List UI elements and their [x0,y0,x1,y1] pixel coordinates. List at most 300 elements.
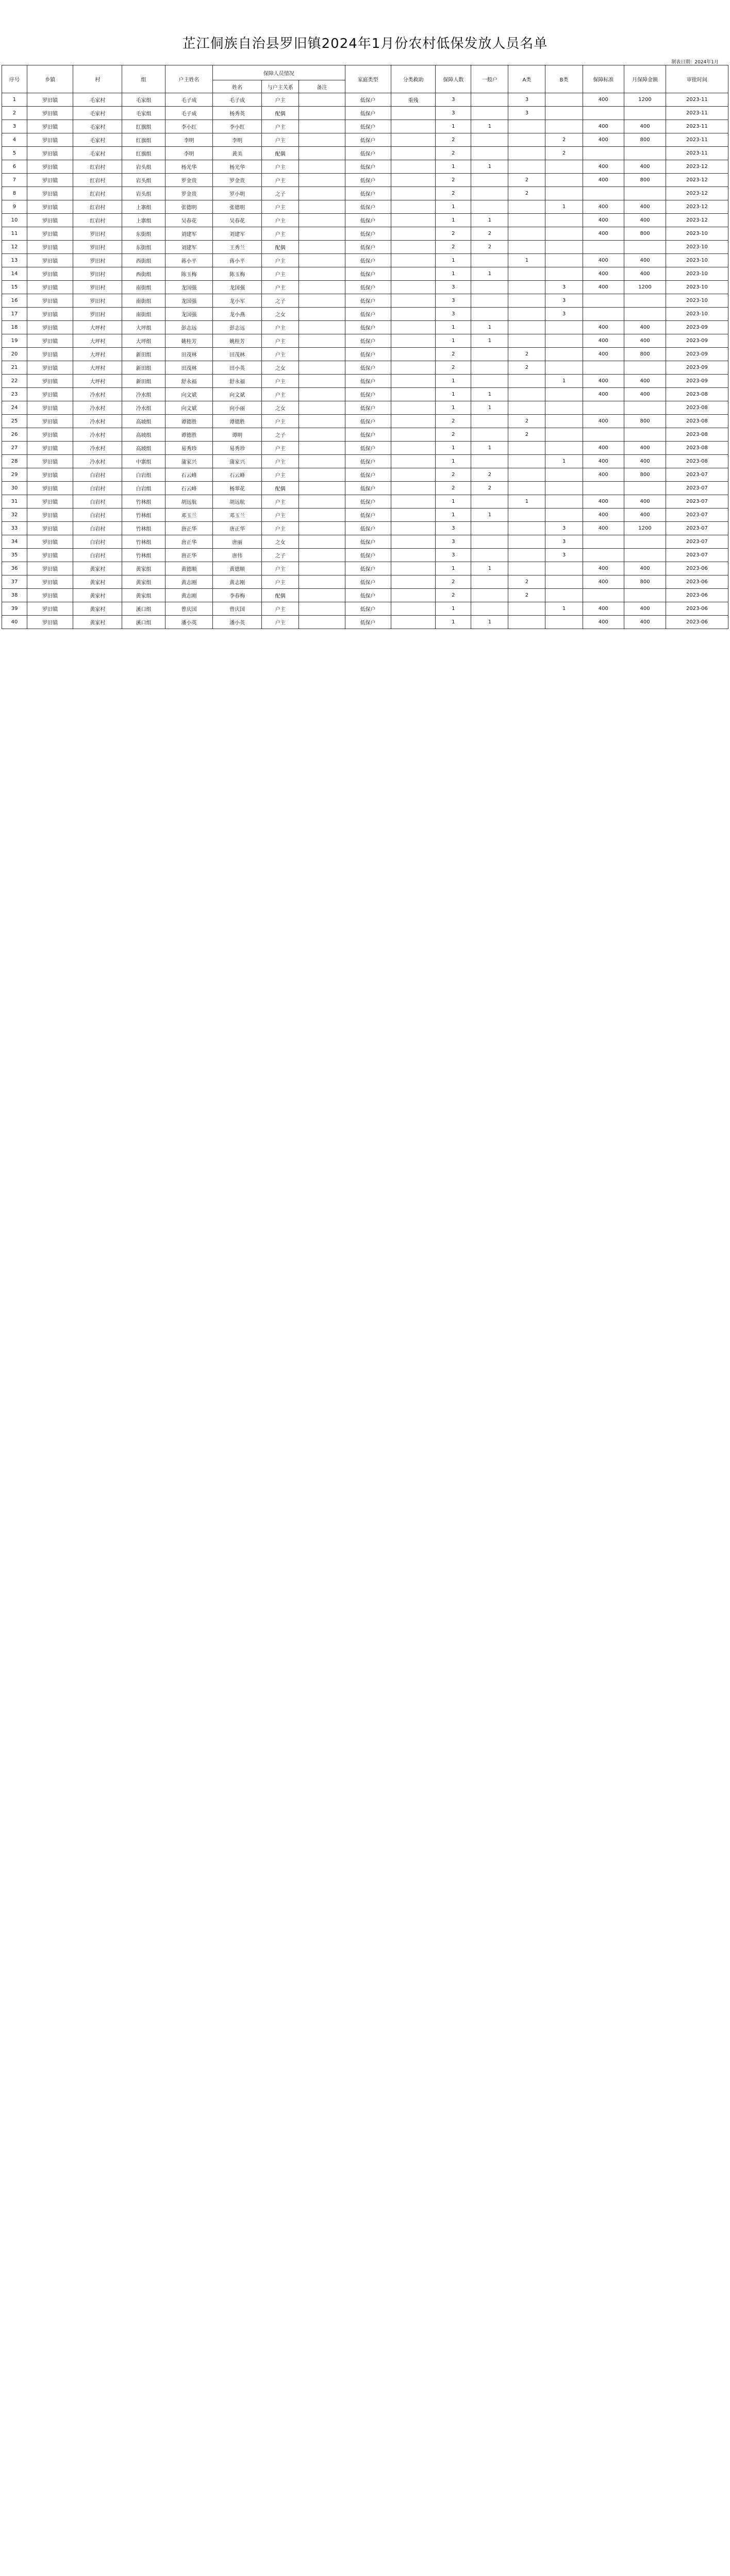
table-cell: 2023-11 [666,107,728,120]
table-cell [545,107,583,120]
table-cell: 1 [471,321,508,334]
table-cell: 户主 [262,575,299,589]
table-cell: 罗旧村 [73,308,122,321]
table-cell: 吴春花 [213,214,262,227]
table-cell: 11 [2,227,27,241]
table-cell [391,361,435,375]
table-cell: 低保户 [345,93,391,107]
table-cell: 3 [436,281,471,294]
col-name: 姓名 [213,80,262,93]
document-page [0,0,730,629]
table-cell: 400 [624,375,666,388]
col-b: B类 [545,65,583,93]
table-cell [299,549,345,562]
table-cell: 红岩村 [73,187,122,200]
table-cell: 罗旧镇 [27,535,73,549]
table-cell [299,147,345,160]
table-cell: 红旗组 [122,120,165,133]
table-cell [545,575,583,589]
table-cell: 1 [436,509,471,522]
table-cell: 400 [583,455,624,468]
table-cell [545,348,583,361]
table-row [2,428,728,442]
table-cell: 户主 [262,442,299,455]
table-cell: 谭明 [213,428,262,442]
table-cell: 1 [471,267,508,281]
table-cell: 1 [436,616,471,629]
table-cell: 2023-12 [666,214,728,227]
table-cell: 1 [2,93,27,107]
col-note: 备注 [299,80,345,93]
table-cell: 800 [624,468,666,482]
table-cell [545,509,583,522]
table-cell [545,442,583,455]
table-header [2,65,728,93]
table-cell: 2023-09 [666,361,728,375]
table-cell: 25 [2,415,27,428]
table-cell: 罗小明 [213,187,262,200]
table-cell: 唐正华 [165,522,212,535]
table-cell: 低保户 [345,535,391,549]
table-cell: 3 [436,294,471,308]
table-cell: 之子 [262,294,299,308]
table-cell: 低保户 [345,227,391,241]
table-cell: 中寨组 [122,455,165,468]
table-cell: 罗旧村 [73,267,122,281]
table-cell [583,147,624,160]
table-cell [545,267,583,281]
table-row [2,281,728,294]
table-cell [299,388,345,401]
table-cell: 1 [471,442,508,455]
table-row [2,120,728,133]
table-cell: 2023-08 [666,455,728,468]
table-cell: 400 [583,375,624,388]
table-cell: 彭志远 [165,321,212,334]
table-cell: 罗旧镇 [27,509,73,522]
table-cell: 8 [2,187,27,200]
table-cell: 户主 [262,267,299,281]
table-cell [299,482,345,495]
table-cell: 红岩村 [73,200,122,214]
table-cell: 毛家村 [73,93,122,107]
table-cell: 2 [471,241,508,254]
table-cell [391,174,435,187]
table-cell: 2023-09 [666,321,728,334]
table-cell [471,254,508,267]
table-cell: 2023-06 [666,616,728,629]
table-cell: 冷水村 [73,455,122,468]
table-cell [391,227,435,241]
table-cell: 3 [436,93,471,107]
col-count: 保障人数 [436,65,471,93]
table-cell: 户主 [262,334,299,348]
table-cell: 3 [545,294,583,308]
table-cell [471,348,508,361]
table-cell [299,308,345,321]
table-cell: 3 [508,107,545,120]
table-cell: 400 [624,254,666,267]
table-cell [508,308,545,321]
table-cell: 3 [436,535,471,549]
table-row [2,522,728,535]
table-cell [391,549,435,562]
table-cell: 2023-08 [666,388,728,401]
table-cell: 低保户 [345,589,391,602]
table-cell: 溪口组 [122,616,165,629]
table-cell [508,227,545,241]
table-cell: 低保户 [345,468,391,482]
table-row [2,442,728,455]
table-cell: 16 [2,294,27,308]
table-cell: 低保户 [345,401,391,415]
table-cell: 张德明 [165,200,212,214]
table-cell: 大坪组 [122,321,165,334]
table-cell: 舒永福 [213,375,262,388]
table-cell: 32 [2,509,27,522]
table-cell [624,107,666,120]
table-cell [508,616,545,629]
table-cell [545,495,583,509]
table-cell [471,602,508,616]
table-cell: 低保户 [345,549,391,562]
table-cell [624,428,666,442]
table-cell: 2023-10 [666,308,728,321]
table-row [2,241,728,254]
table-cell: 2023-07 [666,535,728,549]
table-cell: 2 [436,361,471,375]
table-cell [299,401,345,415]
table-cell: 1 [471,562,508,575]
table-row [2,589,728,602]
table-cell: 竹林组 [122,495,165,509]
table-cell: 户主 [262,254,299,267]
table-cell [471,522,508,535]
table-cell [391,562,435,575]
table-cell: 2 [436,468,471,482]
table-cell: 户主 [262,120,299,133]
table-cell [299,495,345,509]
table-cell [299,334,345,348]
table-cell: 向文斌 [213,388,262,401]
table-cell: 1 [471,401,508,415]
table-cell: 2 [471,227,508,241]
table-cell: 36 [2,562,27,575]
table-cell [508,482,545,495]
table-cell: 大坪村 [73,348,122,361]
table-cell [545,321,583,334]
table-cell: 低保户 [345,616,391,629]
table-cell: 1 [508,495,545,509]
table-cell: 低保户 [345,321,391,334]
table-cell: 3 [545,281,583,294]
table-cell: 2023-07 [666,495,728,509]
table-cell: 黄家村 [73,602,122,616]
table-cell: 配偶 [262,589,299,602]
table-cell: 石云峰 [165,468,212,482]
table-cell [299,93,345,107]
table-cell: 低保户 [345,187,391,200]
table-cell: 低保户 [345,308,391,321]
table-cell: 高坡组 [122,428,165,442]
table-cell: 罗金贵 [165,174,212,187]
table-row [2,174,728,187]
table-cell: 胡远航 [165,495,212,509]
table-cell: 西街组 [122,267,165,281]
table-cell: 低保户 [345,575,391,589]
table-cell: 27 [2,442,27,455]
table-row [2,107,728,120]
table-cell [508,549,545,562]
table-cell: 黄德顺 [213,562,262,575]
table-cell: 新田组 [122,361,165,375]
table-cell [471,174,508,187]
table-cell: 2 [2,107,27,120]
table-row [2,401,728,415]
table-cell: 800 [624,133,666,147]
table-cell: 罗金贵 [213,174,262,187]
table-cell: 之子 [262,428,299,442]
table-cell: 2023-10 [666,227,728,241]
table-cell: 罗旧镇 [27,455,73,468]
table-cell: 黄志刚 [165,589,212,602]
table-cell [471,200,508,214]
table-cell [391,468,435,482]
table-cell: 1 [436,442,471,455]
table-row [2,160,728,174]
table-cell: 罗旧镇 [27,495,73,509]
table-cell: 400 [583,321,624,334]
table-cell: 2 [436,187,471,200]
table-cell [299,187,345,200]
table-cell: 黄德顺 [165,562,212,575]
table-cell: 低保户 [345,160,391,174]
table-cell: 19 [2,334,27,348]
table-cell: 3 [508,93,545,107]
table-cell [508,267,545,281]
table-cell [391,254,435,267]
table-cell [391,187,435,200]
table-cell: 3 [545,522,583,535]
table-cell: 罗旧镇 [27,562,73,575]
table-cell: 26 [2,428,27,442]
table-cell: 2023-11 [666,93,728,107]
table-row [2,509,728,522]
table-cell: 400 [624,120,666,133]
table-cell: 田茂林 [165,348,212,361]
table-cell: 400 [583,442,624,455]
table-cell [624,361,666,375]
table-cell: 400 [583,468,624,482]
table-cell: 之子 [262,549,299,562]
table-cell: 毛家村 [73,107,122,120]
table-cell: 西街组 [122,254,165,267]
table-cell: 3 [545,535,583,549]
table-cell: 罗旧镇 [27,214,73,227]
table-cell: 罗旧镇 [27,227,73,241]
table-cell: 17 [2,308,27,321]
table-cell [299,254,345,267]
col-group: 组 [122,65,165,93]
table-cell: 户主 [262,348,299,361]
table-cell: 户主 [262,495,299,509]
table-cell: 低保户 [345,428,391,442]
table-cell [299,442,345,455]
table-cell: 罗旧镇 [27,200,73,214]
table-cell: 新田组 [122,375,165,388]
table-cell: 罗旧村 [73,254,122,267]
table-cell: 22 [2,375,27,388]
table-cell [471,281,508,294]
table-cell: 黄志刚 [165,575,212,589]
table-cell [545,187,583,200]
table-cell [624,401,666,415]
table-cell [391,602,435,616]
table-cell: 2 [508,348,545,361]
table-cell: 龙国强 [213,281,262,294]
table-cell: 红岩村 [73,174,122,187]
table-cell: 毛家村 [73,133,122,147]
table-cell: 2 [508,575,545,589]
table-cell: 1 [436,401,471,415]
table-cell [545,174,583,187]
table-cell: 400 [583,575,624,589]
table-cell: 2023-08 [666,401,728,415]
table-cell [508,200,545,214]
table-cell: 400 [624,214,666,227]
table-cell [508,455,545,468]
table-cell: 1 [436,214,471,227]
table-cell: 2023-12 [666,187,728,200]
table-cell: 2 [436,241,471,254]
table-cell [299,281,345,294]
table-row [2,495,728,509]
table-row [2,214,728,227]
table-cell [299,133,345,147]
table-cell: 舒永福 [165,375,212,388]
table-cell [508,334,545,348]
table-cell [391,428,435,442]
table-cell: 1 [471,388,508,401]
table-cell: 罗旧村 [73,241,122,254]
table-cell: 10 [2,214,27,227]
table-cell: 罗旧镇 [27,133,73,147]
table-cell [391,375,435,388]
col-std: 保障标准 [583,65,624,93]
table-cell: 罗旧镇 [27,388,73,401]
table-cell [545,562,583,575]
table-row [2,616,728,629]
table-cell: 2 [545,133,583,147]
table-cell: 低保户 [345,495,391,509]
table-cell [299,468,345,482]
col-hhtype: 家庭类型 [345,65,391,93]
table-cell: 2023-12 [666,160,728,174]
table-cell: 之女 [262,535,299,549]
table-cell [545,388,583,401]
table-cell: 白岩组 [122,468,165,482]
table-cell [471,294,508,308]
col-relation: 与户主关系 [262,80,299,93]
table-cell: 800 [624,174,666,187]
table-cell: 罗旧镇 [27,120,73,133]
table-cell [624,482,666,495]
table-cell: 1 [436,602,471,616]
table-cell: 2023-10 [666,241,728,254]
table-cell: 白岩村 [73,549,122,562]
table-cell: 罗旧镇 [27,107,73,120]
table-cell [391,308,435,321]
table-cell [471,308,508,321]
table-cell: 户主 [262,509,299,522]
table-cell [391,120,435,133]
table-cell: 李小红 [213,120,262,133]
table-cell: 2023-07 [666,509,728,522]
table-cell: 白岩村 [73,509,122,522]
document-subline [0,52,730,65]
table-cell: 罗旧镇 [27,442,73,455]
table-cell: 4 [2,133,27,147]
document-note: 制表日期：2024年1月 [671,60,719,65]
table-cell: 400 [583,214,624,227]
table-cell: 400 [583,200,624,214]
table-cell [508,147,545,160]
table-cell [391,509,435,522]
table-cell: 2 [436,415,471,428]
table-cell [545,334,583,348]
table-cell: 低保户 [345,562,391,575]
table-row [2,455,728,468]
table-cell: 毛家村 [73,120,122,133]
table-cell: 冷水村 [73,428,122,442]
table-cell: 2 [436,174,471,187]
table-cell [391,495,435,509]
table-cell: 400 [583,562,624,575]
table-cell [391,321,435,334]
table-cell [471,107,508,120]
table-cell [508,562,545,575]
table-cell: 低保户 [345,241,391,254]
table-cell: 400 [624,602,666,616]
table-cell: 吴春花 [165,214,212,227]
table-cell [391,160,435,174]
table-cell: 2023-12 [666,200,728,214]
table-cell: 400 [583,509,624,522]
table-cell [471,455,508,468]
table-cell: 李明 [213,133,262,147]
table-cell: 配偶 [262,241,299,254]
table-cell: 400 [583,227,624,241]
table-cell [508,522,545,535]
table-cell [508,294,545,308]
table-cell [471,428,508,442]
table-cell: 陈玉梅 [213,267,262,281]
table-cell: 潘小英 [213,616,262,629]
table-cell: 400 [583,495,624,509]
table-cell: 400 [583,254,624,267]
table-cell [471,361,508,375]
table-cell: 户主 [262,321,299,334]
table-cell: 谭德胜 [165,428,212,442]
table-cell: 罗旧镇 [27,160,73,174]
table-cell: 黄家组 [122,589,165,602]
table-row [2,294,728,308]
table-cell: 400 [583,120,624,133]
table-row [2,227,728,241]
table-cell: 400 [624,267,666,281]
table-row [2,254,728,267]
table-cell: 户主 [262,281,299,294]
